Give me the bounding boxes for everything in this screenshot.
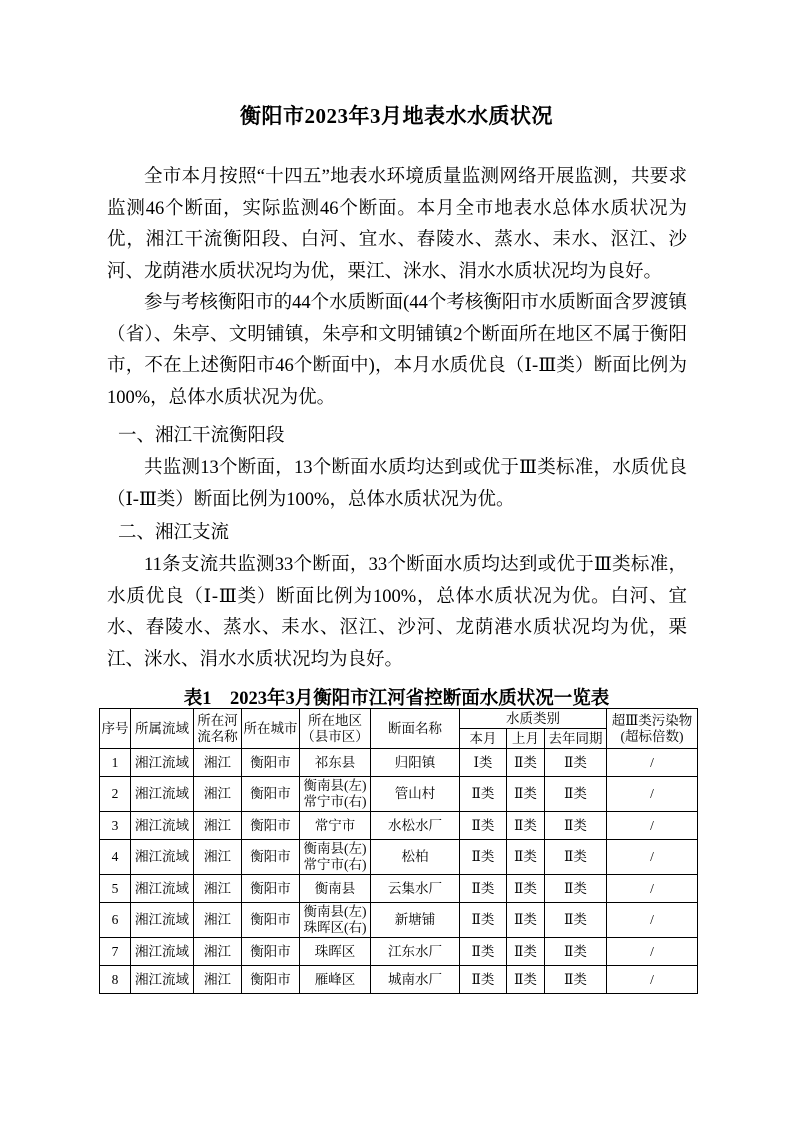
cell-river: 湘江 (194, 903, 242, 938)
cell-last-month: Ⅱ类 (507, 812, 545, 840)
table-caption: 表1 2023年3月衡阳市江河省控断面水质状况一览表 (183, 689, 610, 709)
cell-last-month: Ⅱ类 (507, 938, 545, 966)
cell-section: 归阳镇 (371, 749, 460, 777)
cell-district: 珠晖区 (300, 938, 371, 966)
water-quality-table (99, 708, 698, 994)
cell-river: 湘江 (194, 777, 242, 812)
cell-last-year: Ⅱ类 (545, 903, 607, 938)
cell-this-month: Ⅱ类 (460, 875, 507, 903)
cell-last-year: Ⅱ类 (545, 812, 607, 840)
header-section: 断面名称 (371, 709, 460, 749)
cell-no: 5 (100, 875, 131, 903)
cell-this-month: Ⅱ类 (460, 966, 507, 994)
cell-city: 衡阳市 (242, 903, 300, 938)
cell-last-month: Ⅱ类 (507, 777, 545, 812)
table-row (100, 749, 698, 777)
cell-section: 江东水厂 (371, 938, 460, 966)
cell-section: 城南水厂 (371, 966, 460, 994)
header-city: 所在城市 (242, 709, 300, 749)
cell-river: 湘江 (194, 966, 242, 994)
cell-last-month: Ⅱ类 (507, 840, 545, 875)
cell-district: 雁峰区 (300, 966, 371, 994)
header-district: 所在地区（县市区） (300, 709, 371, 749)
cell-basin: 湘江流域 (131, 777, 194, 812)
document-title: 衡阳市2023年3月地表水水质状况 (240, 104, 553, 128)
cell-basin: 湘江流域 (131, 840, 194, 875)
cell-city: 衡阳市 (242, 840, 300, 875)
header-last-month: 上月 (507, 729, 545, 749)
cell-pollutant: / (607, 812, 698, 840)
cell-pollutant: / (607, 840, 698, 875)
cell-pollutant: / (607, 938, 698, 966)
cell-city: 衡阳市 (242, 812, 300, 840)
cell-last-year: Ⅱ类 (545, 875, 607, 903)
table-row (100, 966, 698, 994)
header-this-month: 本月 (460, 729, 507, 749)
cell-basin: 湘江流域 (131, 903, 194, 938)
table-row (100, 875, 698, 903)
cell-no: 4 (100, 840, 131, 875)
cell-pollutant: / (607, 749, 698, 777)
cell-last-year: Ⅱ类 (545, 938, 607, 966)
paragraph-mainstream: 共监测13个断面，13个断面水质均达到或优于Ⅲ类标准，水质优良（Ⅰ-Ⅲ类）断面比例为100%，总体水质状况为优。 (107, 458, 687, 510)
cell-last-month: Ⅱ类 (507, 966, 545, 994)
cell-this-month: Ⅱ类 (460, 777, 507, 812)
cell-last-year: Ⅱ类 (545, 749, 607, 777)
cell-district: 衡南县(左)常宁市(右) (300, 840, 371, 875)
cell-pollutant: / (607, 966, 698, 994)
cell-river: 湘江 (194, 938, 242, 966)
cell-this-month: Ⅱ类 (460, 938, 507, 966)
cell-district: 常宁市 (300, 812, 371, 840)
cell-city: 衡阳市 (242, 777, 300, 812)
cell-last-year: Ⅱ类 (545, 966, 607, 994)
cell-section: 云集水厂 (371, 875, 460, 903)
table-row (100, 903, 698, 938)
section-heading-mainstream: 一、湘江干流衡阳段 (118, 426, 285, 446)
cell-city: 衡阳市 (242, 938, 300, 966)
cell-river: 湘江 (194, 749, 242, 777)
cell-city: 衡阳市 (242, 875, 300, 903)
cell-pollutant: / (607, 777, 698, 812)
cell-last-month: Ⅱ类 (507, 875, 545, 903)
cell-river: 湘江 (194, 840, 242, 875)
cell-section: 管山村 (371, 777, 460, 812)
cell-basin: 湘江流域 (131, 749, 194, 777)
cell-this-month: Ⅰ类 (460, 749, 507, 777)
cell-district: 衡南县(左)珠晖区(右) (300, 903, 371, 938)
cell-no: 3 (100, 812, 131, 840)
cell-last-year: Ⅱ类 (545, 840, 607, 875)
cell-no: 6 (100, 903, 131, 938)
cell-river: 湘江 (194, 812, 242, 840)
cell-basin: 湘江流域 (131, 966, 194, 994)
cell-no: 7 (100, 938, 131, 966)
paragraph-overview: 全市本月按照“十四五”地表水环境质量监测网络开展监测，共要求监测46个断面，实际监测46个断面。本月全市地表水总体水质状况为优，湘江干流衡阳段、白河、宜水、舂陵水、蒸水、耒水、沤江、沙河、龙荫港水质状况均为优，栗江、洣水、涓水水质状况均为良好。 (107, 167, 687, 282)
cell-last-year: Ⅱ类 (545, 777, 607, 812)
cell-district: 祁东县 (300, 749, 371, 777)
header-no: 序号 (100, 709, 131, 749)
table-row (100, 812, 698, 840)
cell-basin: 湘江流域 (131, 938, 194, 966)
table-row (100, 840, 698, 875)
cell-basin: 湘江流域 (131, 812, 194, 840)
cell-basin: 湘江流域 (131, 875, 194, 903)
table-row (100, 938, 698, 966)
cell-city: 衡阳市 (242, 749, 300, 777)
cell-pollutant: / (607, 903, 698, 938)
header-river: 所在河流名称 (194, 709, 242, 749)
cell-no: 8 (100, 966, 131, 994)
cell-section: 水松水厂 (371, 812, 460, 840)
section-heading-tributaries: 二、湘江支流 (118, 523, 230, 543)
cell-no: 1 (100, 749, 131, 777)
cell-river: 湘江 (194, 875, 242, 903)
cell-district: 衡南县(左)常宁市(右) (300, 777, 371, 812)
cell-last-month: Ⅱ类 (507, 749, 545, 777)
cell-section: 新塘铺 (371, 903, 460, 938)
cell-this-month: Ⅱ类 (460, 840, 507, 875)
cell-section: 松柏 (371, 840, 460, 875)
cell-this-month: Ⅱ类 (460, 903, 507, 938)
table-body (100, 749, 698, 994)
table-row (100, 777, 698, 812)
cell-city: 衡阳市 (242, 966, 300, 994)
cell-no: 2 (100, 777, 131, 812)
cell-this-month: Ⅱ类 (460, 812, 507, 840)
header-quality-group: 水质类别 (460, 709, 607, 729)
header-pollutant: 超Ⅲ类污染物(超标倍数) (607, 709, 698, 749)
paragraph-tributaries: 11条支流共监测33个断面，33个断面水质均达到或优于Ⅲ类标准，水质优良（Ⅰ-Ⅲ类）断面比例为100%，总体水质状况为优。白河、宜水、舂陵水、蒸水、耒水、沤江、沙河、龙荫港水质状况均为优，栗江、洣水、涓水水质状况均为良好。 (107, 555, 687, 670)
cell-district: 衡南县 (300, 875, 371, 903)
cell-pollutant: / (607, 875, 698, 903)
cell-last-month: Ⅱ类 (507, 903, 545, 938)
header-basin: 所属流域 (131, 709, 194, 749)
header-last-year: 去年同期 (545, 729, 607, 749)
paragraph-assessment: 参与考核衡阳市的44个水质断面(44个考核衡阳市水质断面含罗渡镇（省）、朱亭、文明铺镇，朱亭和文明铺镇2个断面所在地区不属于衡阳市，不在上述衡阳市46个断面中)，本月水质优良（Ⅰ-Ⅲ类）断面比例为100%，总体水质状况为优。 (107, 293, 687, 408)
